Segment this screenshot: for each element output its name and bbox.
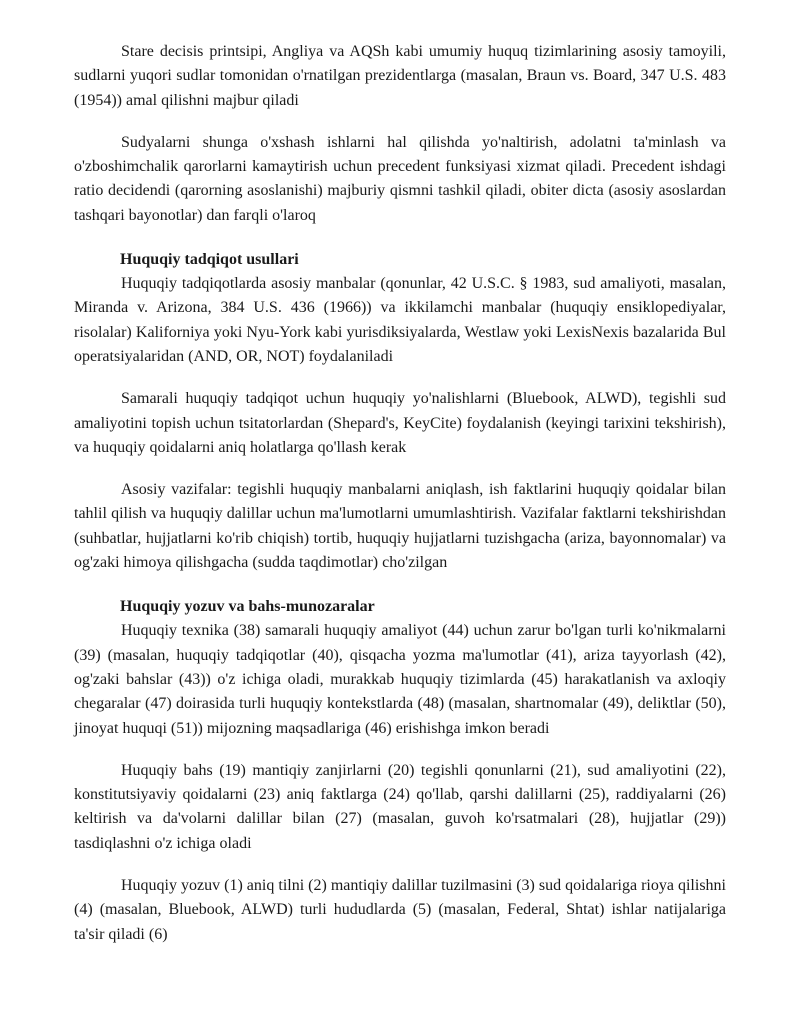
paragraph-main-tasks: Asosiy vazifalar: tegishli huquqiy manbalarni aniqlash, ish faktlarini huquqiy qoidalar bilan tahlil qilish va huquqiy dalillar uchun ma'lumotlarni umumlashtirish. Vazifalar faktlarni tekshirishdan (suhbatlar, hujjatlarni ko'rib chiqish) tortib, huquqiy hujjatlarni tuzishgacha (ariza, bayonnomalar) va og'zaki himoya qilishgacha (sudda taqdimotlar) cho'zilgan bbox=[74, 481, 726, 572]
paragraph-legal-research-sources: Huquqiy tadqiqotlarda asosiy manbalar (qonunlar, 42 U.S.C. § 1983, sud amaliyoti, masalan, Miranda v. Arizona, 384 U.S. 436 (1966)) va ikkilamchi manbalar (huquqiy ensiklopediyalar, risolalar) Kaliforniya yoki Nyu-York kabi yurisdiksiyalarda, Westlaw yoki LexisNexis bazalarida Bul operatsiyalaridan (AND, OR, NOT) foydalaniladi bbox=[74, 275, 726, 365]
heading-legal-research-methods: Huquqiy tadqiqot usullari bbox=[120, 251, 299, 269]
paragraph-legal-technique: Huquqiy texnika (38) samarali huquqiy amaliyot (44) uchun zarur bo'lgan turli ko'nikmalarni (39) (masalan, huquqiy tadqiqotlar (40), qisqacha yozma ma'lumotlar (41), ariza tayyorlash (42), og'zaki bahslar (43)) o'z ichiga oladi, murakkab huquqiy tizimlarda (45) harakatlanish va axloqiy chegaralar (47) doirasida turli huquqiy kontekstlarda (48) (masalan, shartnomalar (49), deliktlar (50), jinoyat huquqi (51)) mijozning maqsadlariga (46) erishishga imkon beradi bbox=[74, 622, 726, 737]
paragraph-stare-decisis: Stare decisis printsipi, Angliya va AQSh kabi umumiy huquq tizimlarining asosiy tamoyili, sudlarni yuqori sudlar tomonidan o'rnatilgan prezidentlarga (masalan, Braun vs. Board, 347 U.S. 483 (1954)) amal qilishni majbur qiladi bbox=[74, 43, 726, 109]
heading-legal-writing-debate: Huquqiy yozuv va bahs-munozaralar bbox=[120, 598, 375, 616]
paragraph-legal-writing: Huquqiy yozuv (1) aniq tilni (2) mantiqiy dalillar tuzilmasini (3) sud qoidalariga rioya qilishni (4) (masalan, Bluebook, ALWD) turli hududlarda (5) (masalan, Federal, Shtat) ishlar natijalariga ta'sir qiladi (6) bbox=[74, 877, 726, 943]
paragraph-precedent-function: Sudyalarni shunga o'xshash ishlarni hal qilishda yo'naltirish, adolatni ta'minlash va o'zboshimchalik qarorlarni kamaytirish uchun precedent funksiyasi xizmat qiladi. Precedent ishdagi ratio decidendi (qarorning asoslanishi) majburiy qismni tashkil qiladi, obiter dicta (asosiy asoslardan tashqari bayonotlar) dan farqli o'laroq bbox=[74, 133, 726, 224]
paragraph-effective-research: Samarali huquqiy tadqiqot uchun huquqiy yo'nalishlarni (Bluebook, ALWD), tegishli sud amaliyotini topish uchun tsitatorlardan (Shepard's, KeyCite) foydalanish (keyingi tarixini tekshirish), va huquqiy qoidalarni aniq holatlarga qo'llash kerak bbox=[74, 390, 726, 456]
paragraph-legal-argument: Huquqiy bahs (19) mantiqiy zanjirlarni (20) tegishli qonunlarni (21), sud amaliyotini (22), konstitutsiyaviy qoidalarni (23) aniq faktlarga (24) qo'llab, qarshi dalillarni (25), raddiyalarni (26) keltirish va da'volarni dalillar bilan (27) (masalan, guvoh ko'rsatmalari (28), hujjatlar (29)) tasdiqlashni o'z ichiga oladi bbox=[74, 761, 726, 852]
document-page bbox=[74, 40, 726, 965]
